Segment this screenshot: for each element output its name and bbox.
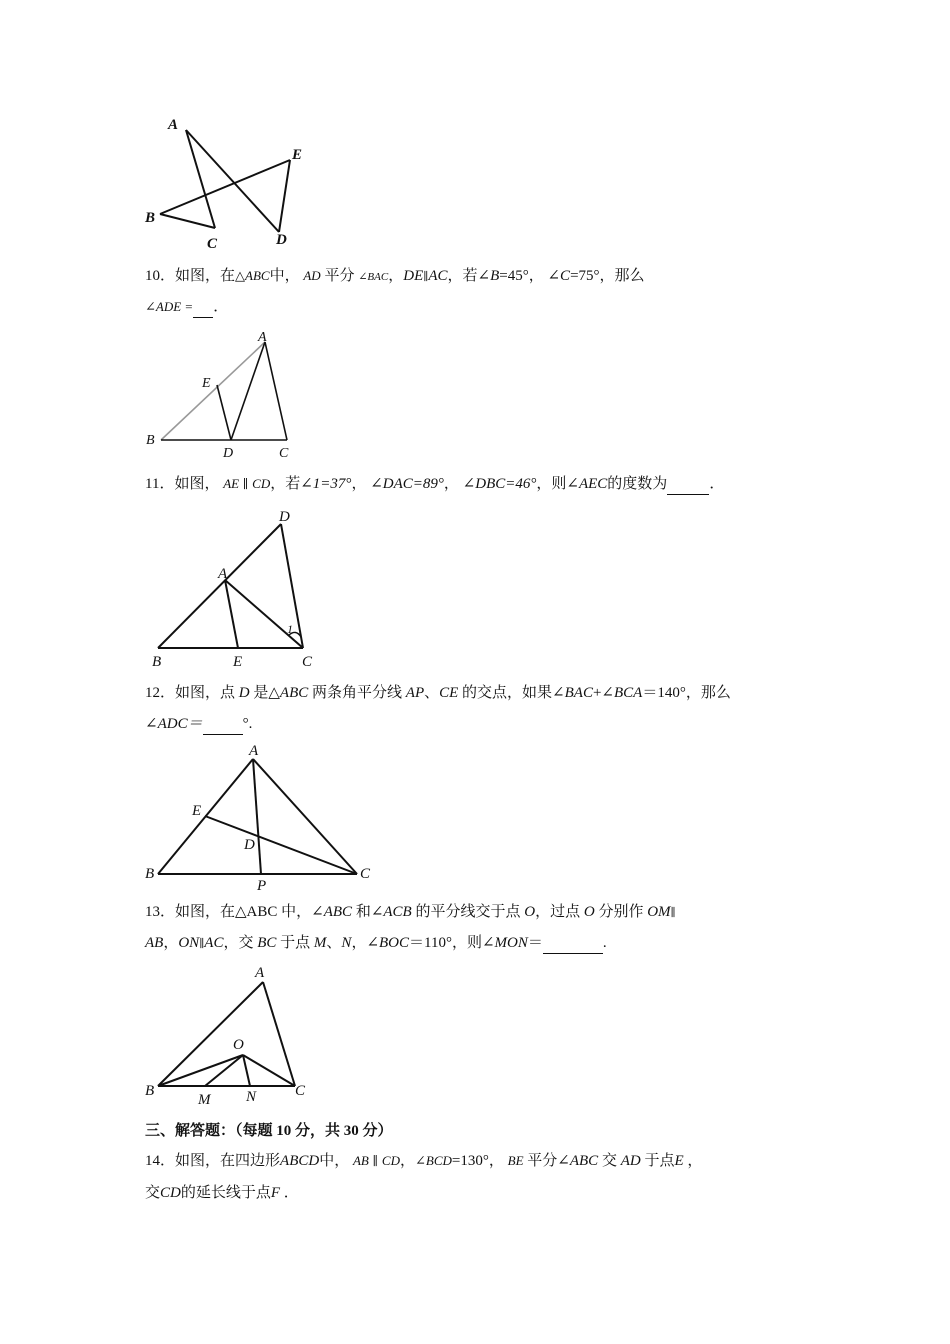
q11-text: ，则 bbox=[536, 476, 567, 492]
q10-number: 10． bbox=[145, 268, 176, 284]
segment-ba bbox=[161, 342, 265, 440]
q14-angle-bcd: ∠BCD bbox=[414, 1153, 452, 1168]
label-a: A bbox=[255, 965, 265, 981]
q10-text: ，那么 bbox=[599, 268, 645, 284]
label-d: D bbox=[244, 837, 255, 853]
segment-ce bbox=[205, 816, 357, 874]
q10-period: ． bbox=[213, 299, 229, 315]
q10-ad: AD bbox=[303, 268, 321, 283]
q11-text: ， bbox=[443, 476, 459, 492]
q14-line2 bbox=[145, 1183, 299, 1203]
segment-ed bbox=[217, 385, 231, 440]
q13-text: 、 bbox=[326, 935, 342, 951]
q12-text: 如图，点 bbox=[175, 685, 236, 701]
q13-n: N bbox=[341, 935, 352, 951]
q14-text: 平分 bbox=[527, 1153, 558, 1169]
q13-number: 13． bbox=[145, 904, 176, 920]
q12-text: 的交点，如果∠ bbox=[462, 685, 565, 701]
q14-f: F bbox=[270, 1185, 281, 1201]
q13-parallel: ∥ bbox=[199, 938, 205, 950]
label-e: E bbox=[292, 147, 303, 163]
q13-acb: ACB bbox=[383, 904, 412, 920]
q13-text: ， bbox=[163, 935, 179, 951]
q14-ad: AD bbox=[620, 1153, 641, 1169]
q11-angle-1: ∠1=37° bbox=[300, 476, 352, 492]
figure-q11 bbox=[140, 503, 330, 673]
q13-text: ，过点 bbox=[535, 904, 584, 920]
q11-cd: CD bbox=[252, 476, 271, 491]
q12-abc: ABC bbox=[279, 685, 309, 701]
label-c: C bbox=[295, 1083, 306, 1099]
label-b: B bbox=[145, 210, 156, 226]
q14-cd: CD bbox=[381, 1153, 400, 1168]
answer-blank[interactable] bbox=[203, 714, 243, 735]
q14-text: ， bbox=[399, 1153, 415, 1169]
answer-blank[interactable] bbox=[667, 474, 709, 495]
q12-d: D bbox=[238, 685, 250, 701]
q13-on: ON bbox=[178, 935, 200, 951]
q13-line1 bbox=[145, 902, 676, 923]
q12-text: ＝140°，那么 bbox=[642, 685, 731, 701]
q10-ac: AC bbox=[428, 268, 448, 284]
q13-text: 的平分线交于点 bbox=[411, 904, 525, 920]
q13-abc: ABC bbox=[323, 904, 353, 920]
q14-text: 如图，在四边形 bbox=[175, 1153, 281, 1169]
q12-bac: BAC bbox=[564, 685, 593, 701]
q10-line2 bbox=[145, 297, 228, 318]
q10-text: 如图，在 bbox=[175, 268, 236, 284]
q10-triangle: △ABC bbox=[235, 268, 270, 283]
figure-q12 bbox=[140, 740, 380, 895]
label-d: D bbox=[223, 446, 234, 461]
label-b: B bbox=[145, 866, 155, 882]
q14-line1 bbox=[145, 1151, 702, 1171]
q13-mon: MON bbox=[494, 935, 528, 951]
q14-period: ． bbox=[283, 1185, 299, 1201]
label-o: O bbox=[233, 1037, 244, 1053]
q11-text: ，若 bbox=[270, 476, 301, 492]
q12-angle-adc: ∠ADC＝ bbox=[145, 716, 203, 732]
q14-text: ， bbox=[488, 1153, 504, 1169]
q10-text: ，若 bbox=[447, 268, 478, 284]
q12-line1 bbox=[145, 683, 731, 703]
section-heading: 三、解答题：（每题 10 分，共 30 分） bbox=[145, 1123, 393, 1139]
q13-text: 如图，在△ABC 中，∠ bbox=[175, 904, 324, 920]
q10-de: DE bbox=[403, 268, 424, 284]
q14-text: 交 bbox=[145, 1185, 161, 1201]
q14-ab: AB bbox=[352, 1153, 369, 1168]
q14-text: 交 bbox=[601, 1153, 617, 1169]
q12-bca: BCA bbox=[614, 685, 643, 701]
q12-line2 bbox=[145, 714, 252, 735]
q12-number: 12． bbox=[145, 685, 176, 701]
q11-angle-dac: ∠DAC=89° bbox=[370, 476, 444, 492]
q13-text: ，∠ bbox=[351, 935, 380, 951]
q14-number: 14． bbox=[145, 1153, 176, 1169]
label-e: E bbox=[233, 654, 243, 670]
q11-period: ． bbox=[709, 476, 725, 492]
q11-number: 11． bbox=[145, 476, 175, 492]
q10-text: 中， bbox=[269, 268, 300, 284]
q10-text: ， bbox=[528, 268, 544, 284]
label-p: P bbox=[257, 878, 267, 894]
q13-ac: AC bbox=[204, 935, 224, 951]
q13-text: ＝110°，则∠ bbox=[409, 935, 495, 951]
q13-text: 分别作 bbox=[594, 904, 648, 920]
q14-be: BE bbox=[507, 1153, 524, 1168]
q12-degree: °. bbox=[242, 716, 253, 732]
segment-bo bbox=[158, 1055, 243, 1086]
q14-abcd: ABCD bbox=[280, 1153, 320, 1169]
segment-bd bbox=[158, 524, 281, 648]
q13-text: ，交 bbox=[223, 935, 258, 951]
segment-bc bbox=[160, 214, 215, 228]
segment-ac bbox=[265, 342, 287, 440]
q10-angle-bac: ∠BAC bbox=[358, 271, 389, 283]
q11-text: 的度数为 bbox=[607, 476, 668, 492]
label-d: D bbox=[279, 509, 290, 525]
q12-text: +∠ bbox=[592, 685, 614, 701]
q13-o: O bbox=[524, 904, 536, 920]
q10-parallel: ∥ bbox=[423, 271, 429, 283]
q14-angle-abc: ∠ABC bbox=[557, 1153, 599, 1169]
q14-text: 于点 bbox=[644, 1153, 675, 1169]
q13-bc: BC bbox=[257, 935, 277, 951]
q11-angle-aec: ∠AEC bbox=[566, 476, 608, 492]
q12-text: 两条角平分线 bbox=[312, 685, 403, 701]
label-c: C bbox=[360, 866, 371, 882]
q14-text: 中， bbox=[319, 1153, 350, 1169]
q13-om: OM bbox=[647, 904, 671, 920]
segment-om bbox=[205, 1055, 243, 1086]
q13-boc: BOC bbox=[379, 935, 410, 951]
q14-e: E bbox=[674, 1153, 684, 1169]
q12-text: 、 bbox=[424, 685, 440, 701]
q13-text: ＝ bbox=[527, 935, 543, 951]
q14-text: 的延长线于点 bbox=[180, 1185, 271, 1201]
q10-value-c: =75° bbox=[570, 268, 600, 284]
label-a: A bbox=[168, 117, 179, 133]
label-c: C bbox=[279, 446, 289, 461]
label-c: C bbox=[207, 236, 218, 252]
answer-blank[interactable] bbox=[193, 297, 213, 318]
q11-ae: AE bbox=[223, 476, 240, 491]
q13-text: 和∠ bbox=[352, 904, 384, 920]
q11-text: 如图， bbox=[174, 476, 220, 492]
q11-line1 bbox=[145, 474, 724, 495]
label-m: M bbox=[198, 1092, 211, 1108]
label-c: C bbox=[302, 654, 313, 670]
figure-q9 bbox=[140, 110, 320, 255]
q14-text: ， bbox=[687, 1153, 703, 1169]
figure-q10 bbox=[140, 325, 310, 465]
label-n: N bbox=[246, 1089, 257, 1105]
q10-text: 平分 bbox=[324, 268, 355, 284]
segment-be bbox=[160, 160, 290, 214]
label-a: A bbox=[218, 566, 228, 582]
label-a: A bbox=[258, 330, 267, 345]
q13-ab: AB bbox=[145, 935, 164, 951]
q10-line1 bbox=[145, 266, 645, 287]
segment-ap bbox=[253, 759, 261, 874]
q13-line2 bbox=[145, 933, 607, 954]
q10-text: ， bbox=[388, 268, 404, 284]
q12-text: 是△ bbox=[253, 685, 280, 701]
figure-q13 bbox=[140, 962, 330, 1112]
label-b: B bbox=[145, 1083, 155, 1099]
q13-parallel: ∥ bbox=[670, 907, 676, 919]
label-d: D bbox=[276, 232, 287, 248]
q13-m: M bbox=[313, 935, 327, 951]
q12-ap: AP bbox=[405, 685, 425, 701]
q13-text: 于点 bbox=[276, 935, 314, 951]
label-e: E bbox=[192, 803, 202, 819]
q10-value-b: =45° bbox=[499, 268, 529, 284]
q10-angle-c: ∠C bbox=[547, 268, 571, 284]
q11-parallel: ∥ bbox=[242, 477, 249, 491]
answer-blank[interactable] bbox=[543, 933, 603, 954]
q14-value: =130° bbox=[451, 1153, 489, 1169]
segment-ad bbox=[186, 130, 279, 232]
segment-ac bbox=[253, 759, 357, 874]
q12-ce: CE bbox=[439, 685, 459, 701]
label-b: B bbox=[152, 654, 162, 670]
q10-angle-ade: ∠ADE = bbox=[145, 299, 194, 314]
q11-text: ， bbox=[351, 476, 367, 492]
segment-ad bbox=[231, 342, 265, 440]
q14-parallel: ∥ bbox=[372, 1154, 379, 1168]
q11-angle-dbc: ∠DBC=46° bbox=[462, 476, 537, 492]
label-e: E bbox=[202, 376, 211, 391]
label-b: B bbox=[146, 433, 155, 448]
q13-o: O bbox=[583, 904, 595, 920]
q14-cd: CD bbox=[160, 1185, 181, 1201]
label-a: A bbox=[249, 743, 259, 759]
label-1: 1 bbox=[287, 622, 293, 636]
q10-angle-b: ∠B bbox=[477, 268, 500, 284]
segment-ed bbox=[279, 160, 290, 232]
q13-period: . bbox=[602, 935, 607, 951]
